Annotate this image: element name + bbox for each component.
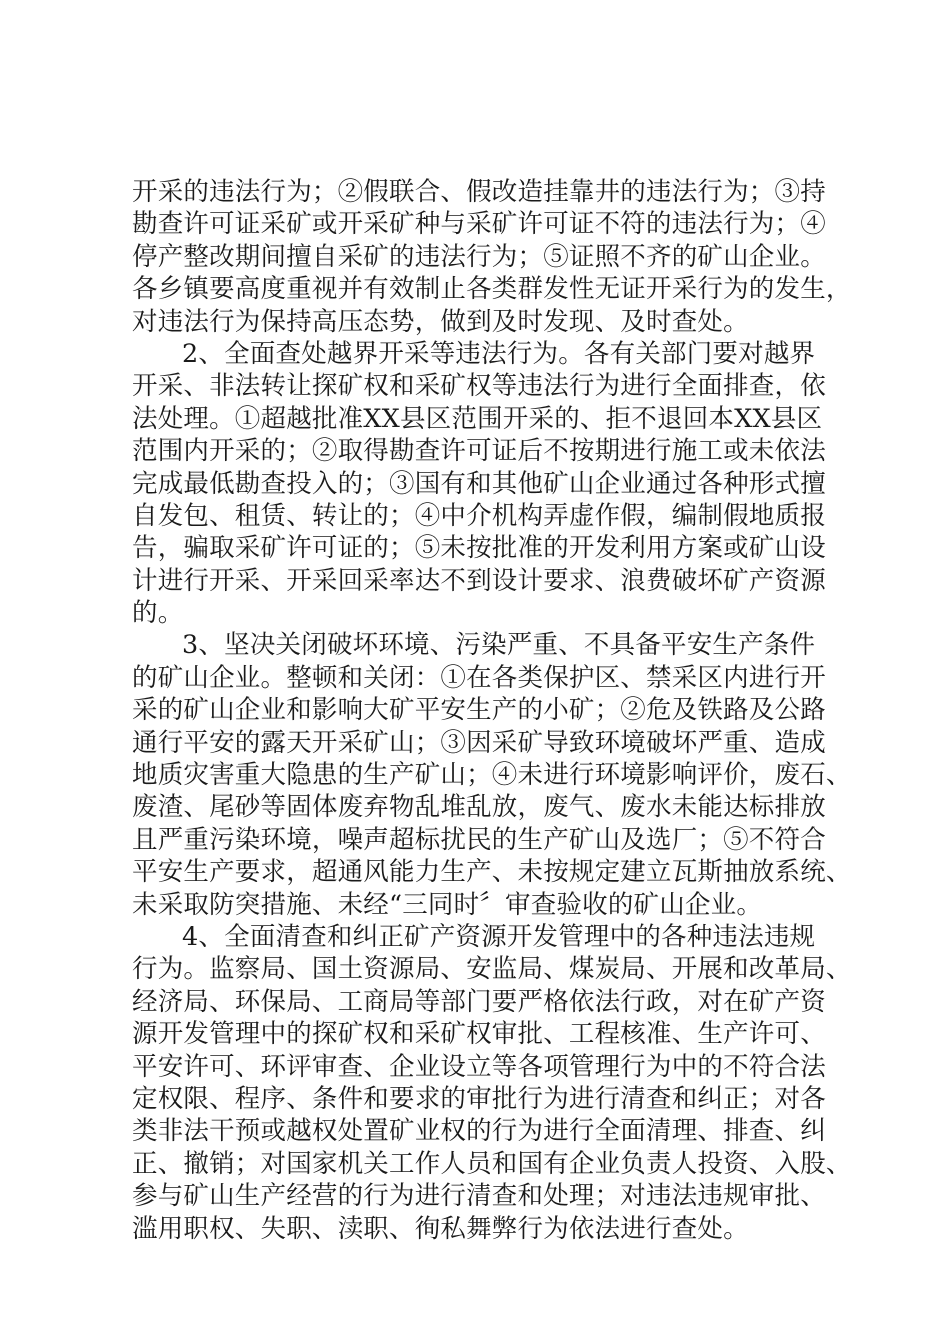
text-line: 开采、非法转让探矿权和采矿权等违法行为进行全面排查，依 <box>132 371 826 402</box>
text-line: 各乡镇要高度重视并有效制止各类群发性无证开采行为的发生， <box>132 274 852 305</box>
text-line: 采的矿山企业和影响大矿平安生产的小矿；②危及铁路及公路 <box>132 695 826 726</box>
text-line: 源开发管理中的探矿权和采矿权审批、工程核准、生产许可、 <box>132 1019 826 1050</box>
text-line: 的。 <box>132 598 184 629</box>
text-line: 平安生产要求，超通风能力生产、未按规定建立瓦斯抽放系统、 <box>132 857 852 888</box>
body-text <box>132 176 852 1245</box>
text-line: 地质灾害重大隐患的生产矿山；④未进行环境影响评价，废石、 <box>132 760 852 791</box>
text-line: 正、撤销；对国家机关工作人员和国有企业负责人投资、入股、 <box>132 1148 852 1179</box>
text-line: 行为。监察局、国土资源局、安监局、煤炭局、开展和改革局、 <box>132 954 852 985</box>
paragraph-4-start: 4、全面清查和纠正矿产资源开发管理中的各种违法违规 <box>182 921 816 952</box>
text-line: 自发包、租赁、转让的；④中介机构弄虚作假，编制假地质报 <box>132 500 826 531</box>
text-line: 类非法干预或越权处置矿业权的行为进行全面清理、排查、纠 <box>132 1116 826 1147</box>
text-line: 且严重污染环境，噪声超标扰民的生产矿山及选厂；⑤不符合 <box>132 824 826 855</box>
text-line: 经济局、环保局、工商局等部门要严格依法行政，对在矿产资 <box>132 986 826 1017</box>
text-line: 开采的违法行为；②假联合、假改造挂靠井的违法行为；③持 <box>132 177 826 207</box>
text-line: 的矿山企业。整顿和关闭：①在各类保护区、禁采区内进行开 <box>132 662 826 693</box>
text-line: 完成最低勘查投入的；③国有和其他矿山企业通过各种形式擅 <box>132 468 826 499</box>
text-line: 计进行开采、开采回采率达不到设计要求、浪费破坏矿产资源 <box>132 565 826 596</box>
text-line: 停产整改期间擅自采矿的违法行为；⑤证照不齐的矿山企业。 <box>132 241 826 272</box>
text-line: 滥用职权、失职、渎职、徇私舞弊行为依法进行查处。 <box>132 1213 749 1244</box>
text-line: 未采取防突措施、未经“三同时〞审查验收的矿山企业。 <box>132 889 763 920</box>
text-line: 定权限、程序、条件和要求的审批行为进行清查和纠正；对各 <box>132 1083 826 1114</box>
text-line: 对违法行为保持高压态势，做到及时发现、及时查处。 <box>132 306 749 337</box>
text-line: 平安许可、环评审查、企业设立等各项管理行为中的不符合法 <box>132 1051 826 1082</box>
paragraph-2-start: 2、全面查处越界开采等违法行为。各有关部门要对越界 <box>182 338 816 369</box>
text-line: 勘查许可证采矿或开采矿种与采矿许可证不符的违法行为；④ <box>132 209 826 240</box>
paragraph-3-start: 3、坚决关闭破坏环境、污染严重、不具备平安生产条件 <box>182 630 816 661</box>
text-line: 范围内开采的；②取得勘查许可证后不按期进行施工或未依法 <box>132 436 826 467</box>
text-line: 废渣、尾砂等固体废弃物乱堆乱放，废气、废水未能达标排放 <box>132 792 826 823</box>
text-line: 通行平安的露天开采矿山；③因采矿导致环境破坏严重、造成 <box>132 727 826 758</box>
text-line: 参与矿山生产经营的行为进行清查和处理；对违法违规审批、 <box>132 1181 826 1212</box>
text-line: 告，骗取采矿许可证的；⑤未按批准的开发利用方案或矿山设 <box>132 533 826 564</box>
text-line: 法处理。①超越批准XX县区范围开采的、拒不退回本XX县区 <box>132 403 823 434</box>
